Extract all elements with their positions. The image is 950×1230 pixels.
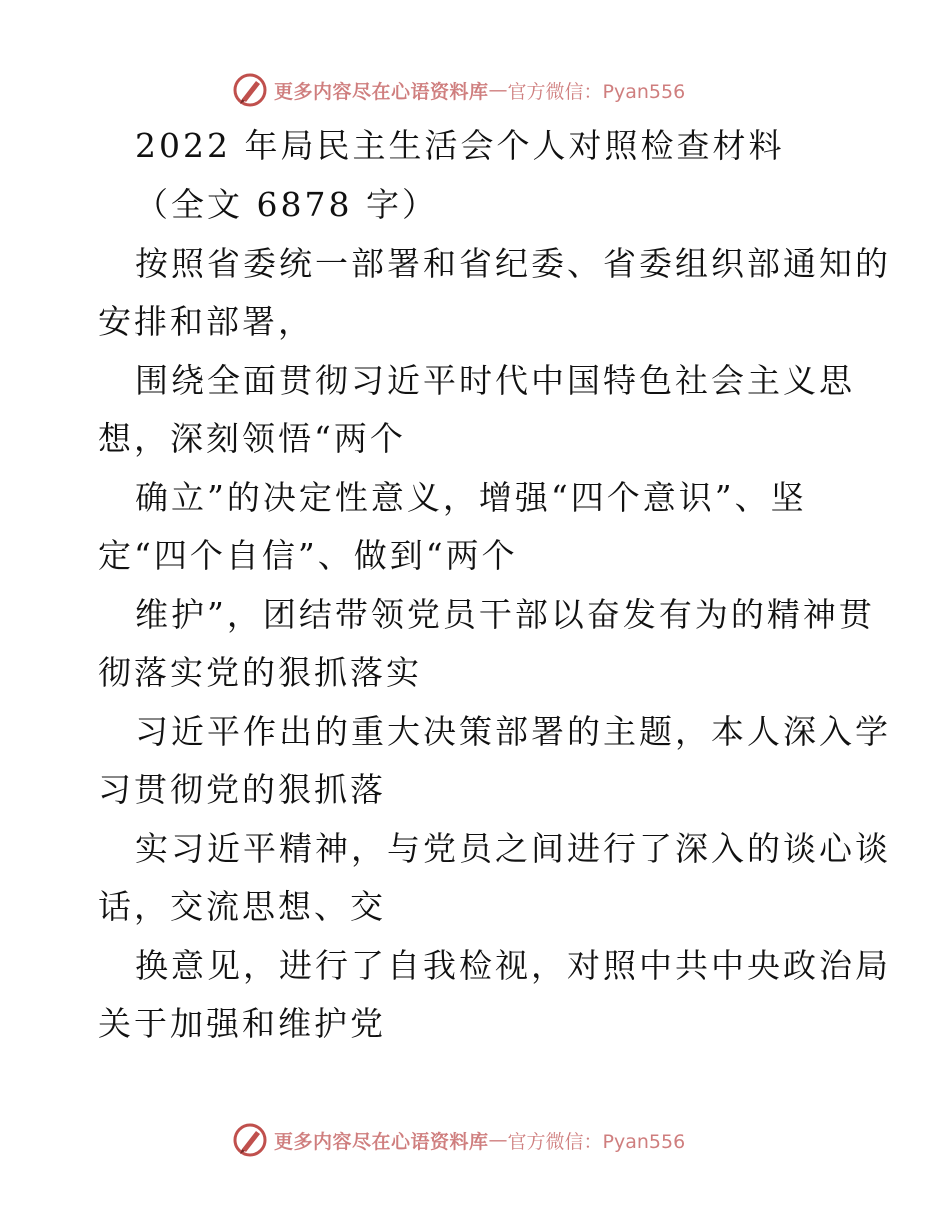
body-line: 确立”的决定性意义，增强“四个意识”、坚: [135, 478, 807, 517]
body-line: 彻落实党的狠抓落实: [98, 653, 422, 692]
watermark-banner-bottom: [232, 1120, 685, 1160]
body-line: 维护”，团结带领党员干部以奋发有为的精神贯: [135, 595, 875, 634]
body-line: 围绕全面贯彻习近平时代中国特色社会主义思: [135, 361, 855, 400]
body-line: 话，交流思想、交: [98, 887, 386, 926]
document-title: 2022 年局民主生活会个人对照检查材料: [135, 126, 785, 165]
body-line: 换意见，进行了自我检视，对照中共中央政治局: [135, 946, 891, 985]
watermark-site-text: 更多内容尽在心语资料库: [274, 1130, 489, 1153]
body-line: 想，深刻领悟“两个: [98, 419, 406, 458]
pen-logo-icon: [232, 72, 268, 108]
watermark-separator: —: [488, 79, 508, 101]
body-line: 习近平作出的重大决策部署的主题，本人深入学: [135, 712, 891, 751]
watermark-site-text: 更多内容尽在心语资料库: [274, 80, 489, 103]
watermark-banner-top: [232, 70, 685, 110]
body-line: 定“四个自信”、做到“两个: [98, 536, 518, 575]
watermark-wechat-text: 官方微信：Pyan556: [507, 1130, 686, 1153]
body-line: 习贯彻党的狠抓落: [98, 770, 386, 809]
body-line: 安排和部署，: [98, 302, 314, 341]
body-line: 实习近平精神，与党员之间进行了深入的谈心谈: [135, 829, 891, 868]
watermark-separator: —: [488, 1129, 508, 1151]
watermark-wechat-text: 官方微信：Pyan556: [507, 80, 686, 103]
document-subtitle: （全文 6878 字）: [135, 185, 438, 224]
pen-logo-icon: [232, 1122, 268, 1158]
body-line: 关于加强和维护党: [98, 1004, 386, 1043]
body-line: 按照省委统一部署和省纪委、省委组织部通知的: [135, 244, 891, 283]
